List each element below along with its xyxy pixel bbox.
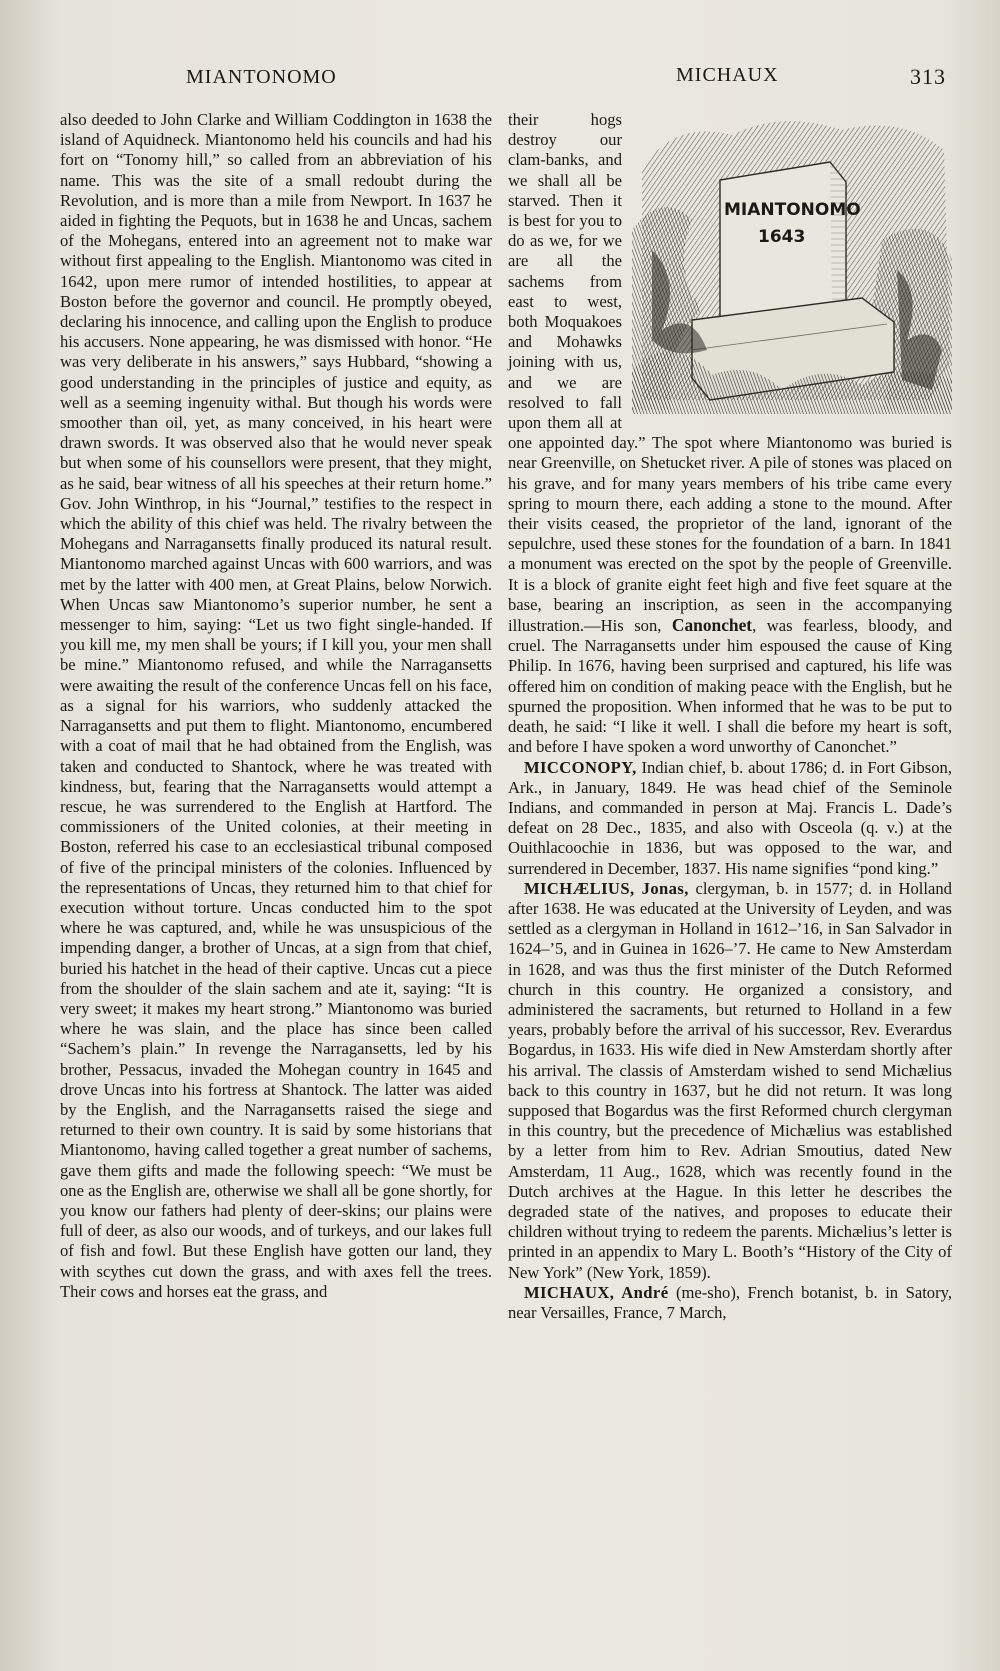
right-column [508,110,952,1323]
page-number: 313 [910,64,946,89]
header-right-guideword: MICHAUX [676,64,779,86]
entry-body: clergyman, b. in 1577; d. in Holland after 1638. He was educated at the University of Leyden, and was settled as a clergyman in Holland in 1612–’16, in San Salvador in 1624–’5, and in Guinea in 1626–’7. He came to New Amsterdam in 1628, and was thus the first minister of the Dutch Reformed church in this country. He organized a consistory, and administered the sacraments, but returned to Holland in a few years, probably before the arrival of his successor, Rev. Everardus Bogardus, in 1633. His wife died in New Amsterdam shortly after his arrival. The classis of Amsterdam wished to send Michælius back to this country in 1637, but he did not return. It was long supposed that Bogardus was the first Reformed church clergyman in this country, but the precedence of Michælius was established by a letter from him to Rev. Adrian Smoutius, dated New Amsterdam, 11 Aug., 1628, which was recently found in the Dutch archives at the Hague. In this letter he describes the degraded state of the natives, and proposes to educate their children without trying to redeem the parents. Michælius’s letter is printed in an appendix to Mary L. Booth’s “History of the City of New York” (New York, 1859). [508,878,952,1282]
left-column [60,110,492,1302]
monument-illustration [632,110,952,414]
entry-body: Indian chief, b. about 1786; d. in Fort Gibson, Ark., in January, 1849. He was head chief of the Seminole Indians, and commanded in person at Maj. Francis L. Dade’s defeat on 28 Dec., 1835, and also with Osceola (q. v.) at the Ouithlacoochie in 1836, but was opposed to the war, and surrendered in December, 1837. His name signifies “pond king.” [508,757,952,878]
entry-michaelius [508,879,952,1283]
inscription-name: MIANTONOMO [724,200,861,220]
entry-micconopy [508,758,952,879]
header-left-guideword: MIANTONOMO [186,66,337,88]
entry-body: (me-sho), French botanist, b. in Satory, near Versailles, France, 7 March, [508,1282,952,1322]
entry-michaux [508,1283,952,1323]
running-header [0,62,1000,92]
entry-headword: MICHAUX, André [524,1282,669,1302]
canonchet-text: , was fearless, bloody, and cruel. The Narragansetts under him espoused the cause of King Philip. In 1676, having been surprised and captured, his life was offered him on condition of making peace with the English, but he spurned the proposition. When informed that he was to be put to death, he said: “I like it well. I shall die before my heart is soft, and before I have spoken a word unworthy of Canonchet.” [508,616,952,757]
inscription-year: 1643 [758,227,806,247]
entry-headword: MICHÆLIUS, Jonas, [524,878,689,898]
miantonomo-continuation-text: their hogs destroy our clam-banks, and we shall all be starved. Then it is best for you to do as we, for we are all the sachems from east to west, both Moquakoes and Mohawks joining with us, and we are resolved to fall upon them all at one appointed day.” The spot where Miantonomo was buried is near Greenville, on Shetucket river. A pile of stones was placed on his grave, and for many years members of his tribe came every spring to mourn there, each adding a stone to the mound. After their visits ceased, the proprietor of the land, ignorant of the sepulchre, used these stones for the foundation of a barn. In 1841 a monument was erected on the spot by the people of Greenville. It is a block of granite eight feet high and five feet square at the base, bearing an inscription, as seen in the accompanying illustration.—His son, [508,110,952,636]
miantonomo-entry-continued: also deeded to John Clarke and William Coddington in 1638 the island of Aquidneck. Miantonomo held his councils and had his fort on “Tonomy hill,” so called from an abbreviation of his name. This was the site of a small redoubt during the Revolution, and is more than a mile from Newport. In 1637 he aided in fighting the Pequots, but in 1638 he and Uncas, sachem of the Mohegans, entered into an agreement not to make war without first appealing to the English. Miantonomo was cited in 1642, upon mere rumor of intended hostilities, to appear at Boston before the governor and council. He promptly obeyed, declaring his innocence, and calling upon the English to produce his accusers. None appearing, he was dismissed with honor. “He was very deliberate in his answers,” says Hubbard, “showing a good understanding in the principles of justice and equity, as well as a seeming ingenuity withal. But though his words were smoother than oil, yet, as many conceived, in his heart were drawn swords. It was observed also that he would never speak but when some of his counsellors were present, that they might, as he said, bear witness of all his speeches at their return home.” Gov. John Winthrop, in his “Journal,” testifies to the respect in which the ability of this chief was held. The rivalry between the Mohegans and Narragansetts finally produced its natural result. Miantonomo marched against Uncas with 600 warriors, and was met by the latter with 400 men, at Great Plains, below Norwich. When Uncas saw Miantonomo’s superior number, he sent a messenger to him, saying: “Let us two fight single-handed. If you kill me, my men shall be yours; if I kill you, your men shall be mine.” Miantonomo refused, and while the Narragansetts were awaiting the result of the conference Uncas fell on his face, as a signal for his warriors, who suddenly attacked the Narragansetts and put them to flight. Miantonomo, encumbered with a coat of mail that he had obtained from the English, was taken and conducted to Shantock, where he was treated with kindness, but, fearing that the Narragansetts would attempt a rescue, he was surrendered to the English at Hartford. The commissioners of the United colonies, at their meeting in Boston, referred his case to an ecclesiastical tribunal composed of five of the principal ministers of the colonies. Influenced by the representations of Uncas, they returned him to that chief for execution without torture. Uncas conducted him to the spot where he was captured, and, while he was unsuspicious of the impending danger, a brother of Uncas, at a sign from that chief, buried his hatchet in the head of their captive. Uncas cut a piece from the shoulder of the slain sachem and ate it, saying: “It is very sweet; it makes my heart strong.” Miantonomo was buried where he was slain, and the place has since been called “Sachem’s plain.” In revenge the Narragansetts, led by his brother, Pessacus, invaded the Mohegan country in 1645 and drove Uncas into his fortress at Shantock. The latter was aided by the English, and the Narragansetts raised the siege and returned to their own country. It is said by some historians that Miantonomo, having called together a great number of sachems, gave them gifts and made the following speech: “We must be one as the English are, otherwise we shall all be gone shortly, for you know our fathers had plenty of deer-skins; our plains were full of deer, as also our woods, and of turkeys, and our lakes full of fish and fowl. But these English have gotten our land, they with scythes cut down the grass, and with axes fell the trees. Their cows and horses eat the grass, and [60,110,492,1301]
entry-headword: MICCONOPY, [524,757,637,777]
canonchet-name: Canonchet [671,615,753,636]
monument-engraving [632,110,952,414]
